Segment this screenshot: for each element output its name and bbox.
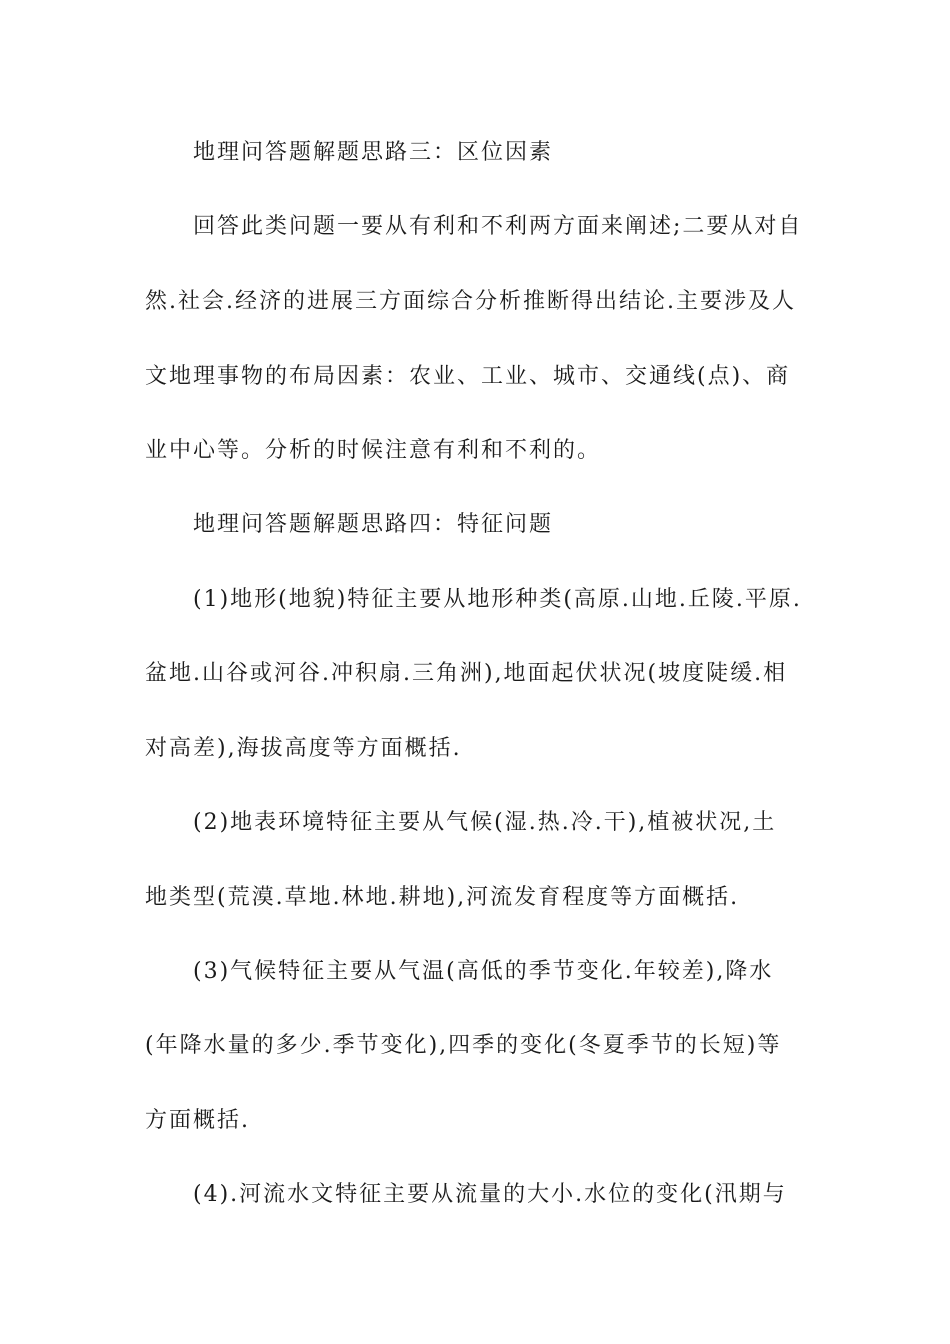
heading-section-three: 地理问答题解题思路三：区位因素: [193, 140, 554, 165]
paragraph-line: 方面概括.: [145, 1108, 250, 1133]
paragraph-line: (1)地形(地貌)特征主要从地形种类(高原.山地.丘陵.平原.: [193, 587, 802, 612]
paragraph-line: (3)气候特征主要从气温(高低的季节变化.年较差),降水: [193, 959, 774, 984]
paragraph-line: 对高差),海拔高度等方面概括.: [145, 736, 462, 761]
heading-section-four: 地理问答题解题思路四：特征问题: [193, 512, 554, 537]
paragraph-line: (2)地表环境特征主要从气候(湿.热.冷.干),植被状况,土: [193, 810, 777, 835]
paragraph-line: 文地理事物的布局因素：农业、工业、城市、交通线(点)、商: [145, 364, 791, 389]
paragraph-line: (年降水量的多少.季节变化),四季的变化(冬夏季节的长短)等: [145, 1033, 782, 1058]
paragraph-line: 业中心等。分析的时候注意有利和不利的。: [145, 438, 602, 463]
paragraph-line: 地类型(荒漠.草地.林地.耕地),河流发育程度等方面概括.: [145, 885, 740, 910]
paragraph-line: 盆地.山谷或河谷.冲积扇.三角洲),地面起伏状况(坡度陡缓.相: [145, 661, 788, 686]
paragraph-line: (4).河流水文特征主要从流量的大小.水位的变化(汛期与: [193, 1182, 787, 1207]
paragraph-line: 然.社会.经济的进展三方面综合分析推断得出结论.主要涉及人: [145, 289, 796, 314]
paragraph-line: 回答此类问题一要从有利和不利两方面来阐述;二要从对自: [193, 214, 803, 239]
